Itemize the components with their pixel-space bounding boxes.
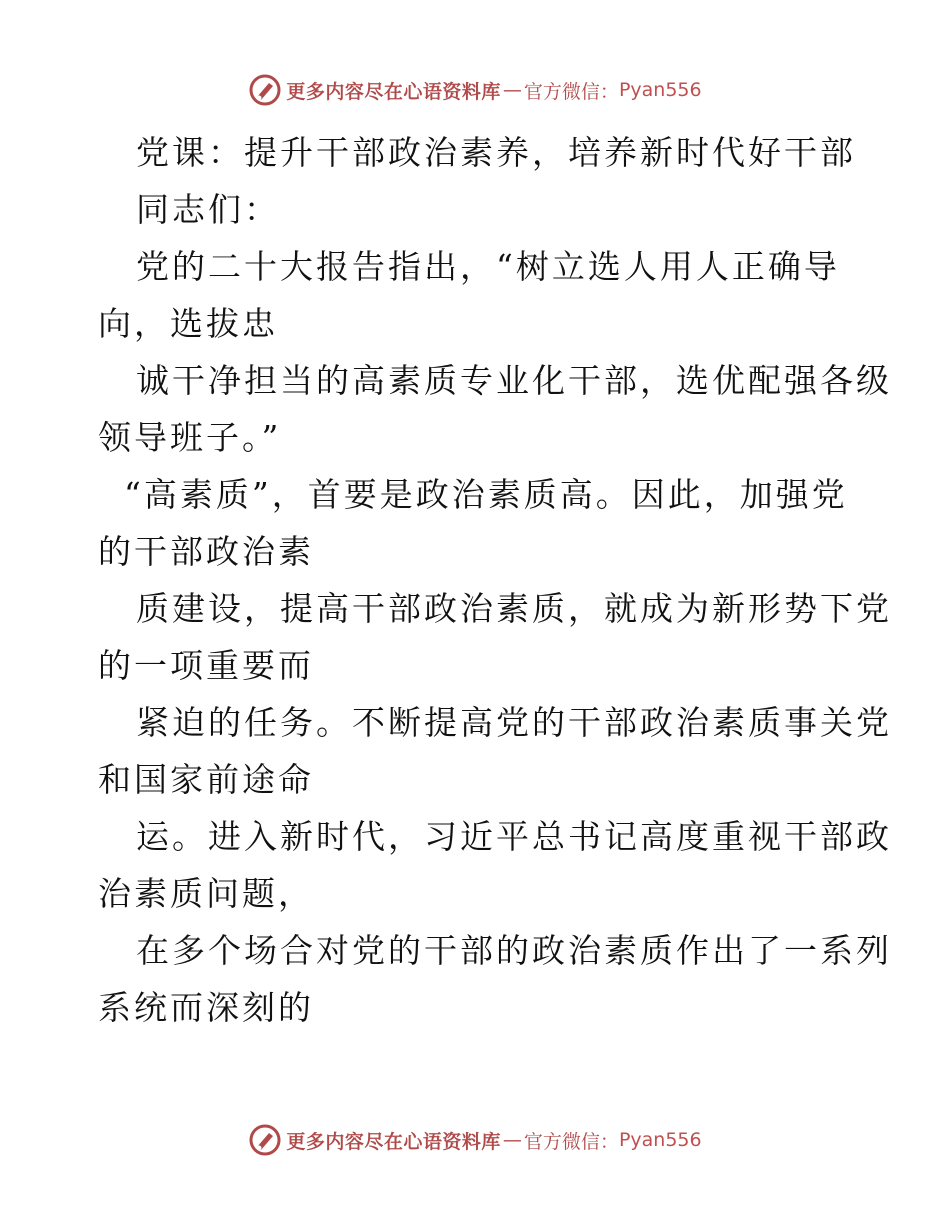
doc-line: 诚干净担当的高素质专业化干部，选优配强各级: [136, 361, 892, 400]
doc-line: 质建设，提高干部政治素质，就成为新形势下党: [136, 589, 892, 628]
doc-line: 向，选拔忠: [98, 304, 278, 343]
doc-line: 在多个场合对党的干部的政治素质作出了一系列: [136, 931, 892, 970]
doc-line: 运。进入新时代，习近平总书记高度重视干部政: [136, 817, 892, 856]
header-wechat-id: Pyan556: [618, 79, 702, 101]
header-wechat-label: 官方微信：: [523, 80, 619, 103]
footer-wechat-label: 官方微信：: [523, 1130, 619, 1153]
doc-line: 和国家前途命: [98, 760, 314, 799]
doc-line: 的干部政治素: [98, 532, 314, 571]
footer-banner: [0, 1120, 950, 1160]
doc-line: “高素质”，首要是政治素质高。因此，加强党: [124, 475, 848, 514]
footer-site-text: 更多内容尽在心语资料库: [286, 1130, 501, 1153]
header-banner: [0, 70, 950, 110]
doc-salutation: 同志们：: [136, 190, 280, 229]
doc-line: 系统而深刻的: [98, 988, 314, 1027]
doc-title: 党课：提升干部政治素养，培养新时代好干部: [136, 133, 856, 172]
doc-line: 领导班子。”: [98, 418, 282, 457]
footer-dash: —: [502, 1129, 522, 1151]
doc-line: 的一项重要而: [98, 646, 314, 685]
pen-logo-icon: [248, 1123, 282, 1157]
pen-logo-icon: [248, 73, 282, 107]
doc-line: 党的二十大报告指出，“树立选人用人正确导: [136, 247, 840, 286]
doc-line: 治素质问题，: [98, 874, 314, 913]
document-body: [98, 124, 892, 1036]
header-site-text: 更多内容尽在心语资料库: [286, 80, 501, 103]
header-dash: —: [502, 79, 522, 101]
footer-wechat-id: Pyan556: [618, 1129, 702, 1151]
doc-line: 紧迫的任务。不断提高党的干部政治素质事关党: [136, 703, 892, 742]
